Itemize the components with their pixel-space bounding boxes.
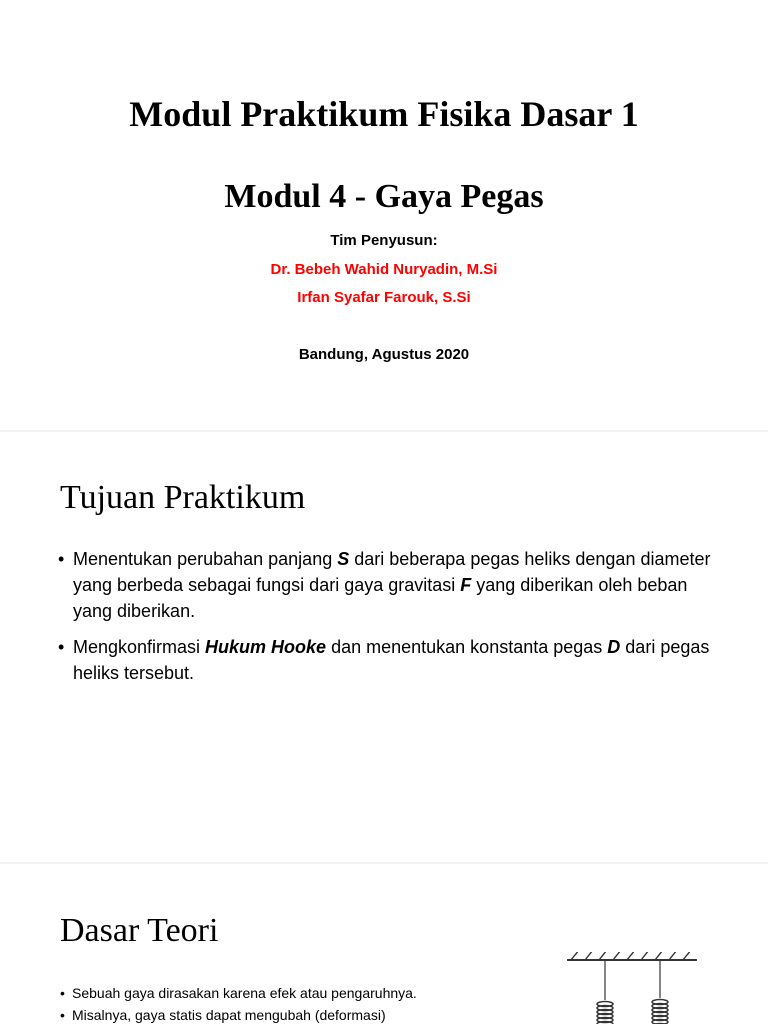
title-slide: [0, 0, 768, 430]
theory-text: Sebuah gaya dirasakan karena efek atau pengaruhnya.: [72, 985, 417, 1001]
spring-left: [597, 960, 613, 1024]
bullet-marker: •: [60, 1007, 65, 1023]
main-title: Modul Praktikum Fisika Dasar 1: [129, 94, 639, 134]
theory-list: [60, 982, 520, 1024]
symbol-f: F: [460, 575, 472, 595]
spring-right: [652, 960, 668, 1024]
author-2: Irfan Syafar Farouk, S.Si: [297, 289, 471, 306]
objective-item: [58, 634, 718, 686]
theory-item: [60, 982, 520, 1004]
theory-slide: [0, 864, 768, 1024]
author-1: Dr. Bebeh Wahid Nuryadin, M.Si: [270, 261, 498, 278]
symbol-s: S: [337, 549, 350, 569]
bullet-marker: •: [58, 637, 65, 657]
bullet-marker: •: [58, 549, 65, 569]
theory-heading: Dasar Teori: [60, 912, 219, 949]
spring-illustration: [565, 952, 700, 1024]
bullet-marker: •: [60, 985, 65, 1001]
symbol-d: D: [607, 637, 621, 657]
objectives-slide: [0, 432, 768, 862]
theory-text: Misalnya, gaya statis dapat mengubah (deformasi): [72, 1007, 386, 1023]
hooke-law-term: Hukum Hooke: [205, 637, 327, 657]
theory-item: [60, 1004, 520, 1024]
objectives-list: [58, 546, 718, 696]
place-date: Bandung, Agustus 2020: [298, 346, 470, 363]
objective-item: [58, 546, 718, 624]
module-title: Modul 4 - Gaya Pegas: [224, 178, 544, 215]
objective-text: Menentukan perubahan panjang S dari beberapa pegas heliks dengan diameter yang berbeda sebagai fungsi dari gaya gravitasi F yang diberikan oleh beban yang diberikan.: [73, 549, 711, 621]
ceiling-hatch: [571, 952, 691, 960]
objective-text: Mengkonfirmasi Hukum Hooke dan menentukan konstanta pegas D dari pegas heliks tersebut.: [73, 637, 710, 683]
team-label: Tim Penyusun:: [330, 232, 438, 249]
objectives-heading: Tujuan Praktikum: [60, 479, 306, 516]
